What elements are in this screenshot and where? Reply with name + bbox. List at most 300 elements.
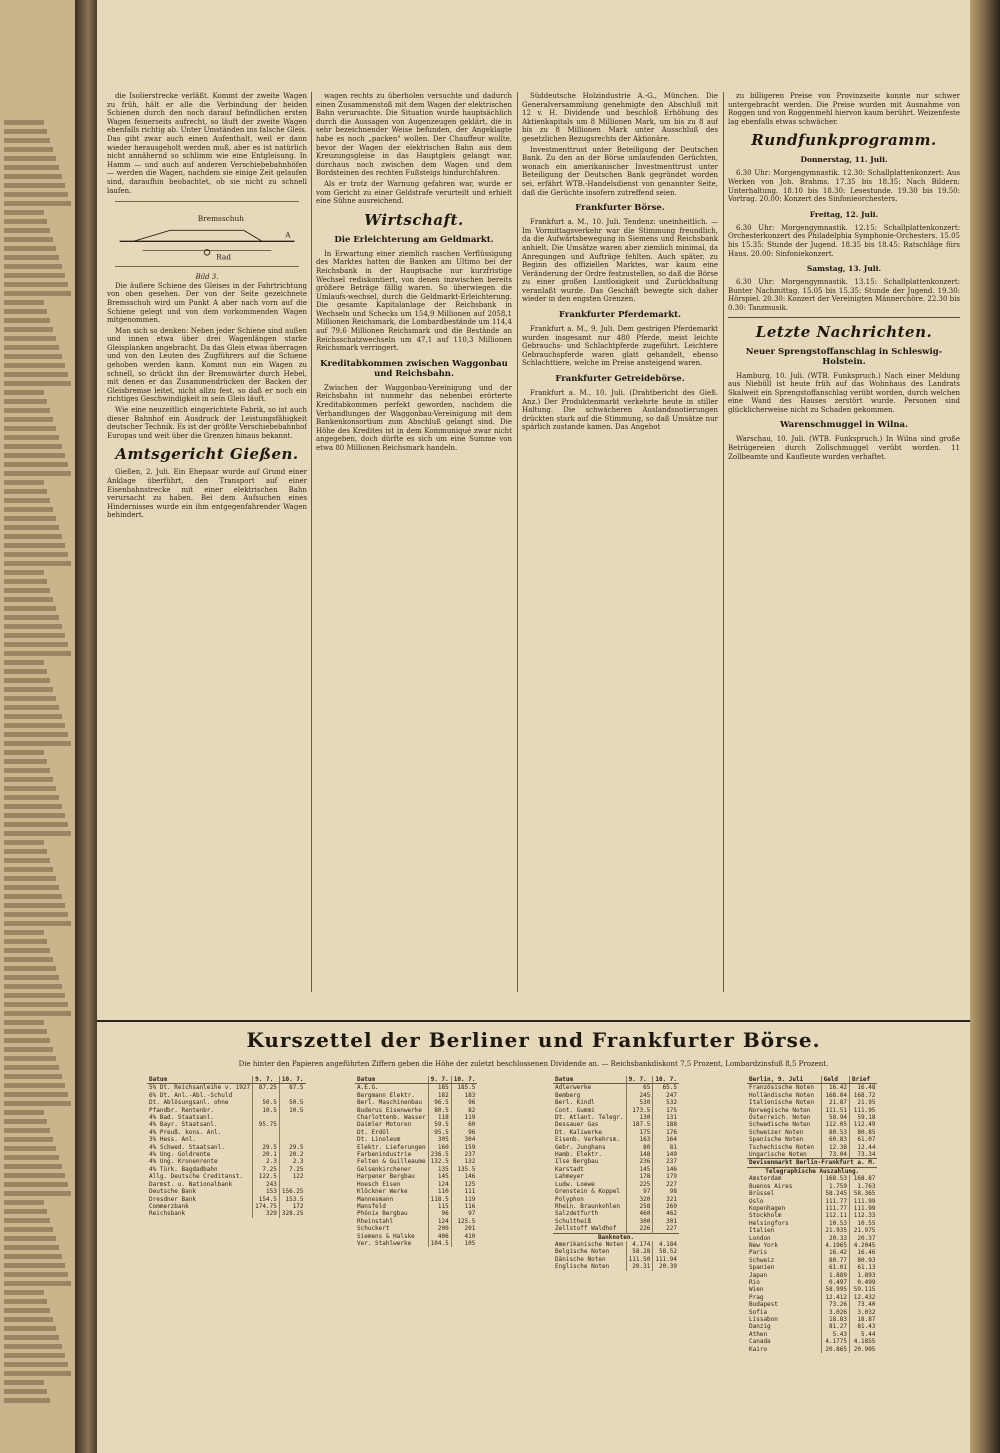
security-name: Buderus Eisenwerke xyxy=(357,1106,423,1114)
ghost-text-line xyxy=(4,516,56,521)
ghost-text-line xyxy=(4,498,50,503)
price-cell: 1.893 xyxy=(850,1272,878,1279)
price-cell: 50.5 xyxy=(279,1099,305,1106)
security-name: Klöckner Werke xyxy=(357,1188,408,1196)
price-cell: 7.25 xyxy=(253,1166,280,1173)
price-cell: 111.50 xyxy=(626,1256,653,1263)
radio-day: Samstag, 13. Juli. xyxy=(806,264,882,274)
security-name: Ilse Bergbau xyxy=(555,1158,599,1166)
ghost-text-line xyxy=(4,507,53,512)
price-cell: 227 xyxy=(653,1181,679,1188)
ghost-text-line xyxy=(4,876,56,881)
ghost-text-line xyxy=(4,444,62,449)
ghost-text-line xyxy=(4,606,56,611)
price-cell xyxy=(279,1181,305,1188)
table-row xyxy=(747,1309,877,1316)
price-cell: 154.5 xyxy=(253,1196,280,1203)
ghost-text-line xyxy=(4,1092,68,1097)
price-cell: 111.77 xyxy=(821,1198,849,1205)
table-row xyxy=(355,1099,477,1106)
price-cell: 168.53 xyxy=(821,1175,849,1182)
price-cell: 29.5 xyxy=(253,1144,280,1151)
price-cell: 4.184 xyxy=(653,1241,679,1248)
ghost-text-line xyxy=(4,1272,68,1277)
table-row xyxy=(553,1114,679,1121)
price-cell: 187.5 xyxy=(626,1121,653,1128)
price-cell: 73.34 xyxy=(850,1151,878,1159)
ghost-text-line xyxy=(4,237,53,242)
price-cell: 4.1965 xyxy=(821,1242,849,1249)
security-name: Charlottenb. Wasser xyxy=(357,1114,426,1122)
price-cell: 3.026 xyxy=(821,1309,849,1316)
security-name: Ver. Stahlwerke xyxy=(357,1239,412,1247)
ghost-text-line xyxy=(4,903,65,908)
ghost-text-line xyxy=(4,732,68,737)
ghost-text-line xyxy=(4,273,65,278)
price-cell: 201 xyxy=(451,1225,477,1232)
article-text: Investmenttrust unter Beteiligung der Deutschen Bank. Zu den an der Börse umlaufenden Gerüchten, wonach ein amerikanischer Investmenttrust unter Beteiligung der Deutschen Bank gegründet worden sei, erfährt WTB.-Handelsdienst von genannter Seite, daß die Gerüchte insofern zutreffend seien. xyxy=(522,145,718,197)
table-row xyxy=(747,1144,877,1151)
ghost-text-line xyxy=(4,327,53,332)
table-row xyxy=(355,1181,477,1188)
table-row xyxy=(355,1107,477,1114)
price-cell: 58.94 xyxy=(821,1114,849,1121)
security-name: Dt. Ablösungsanl. ohne xyxy=(149,1099,229,1107)
article-text: Frankfurt a. M., 10. Juli. (Drahtbericht des Gieß. Anz.) Der Produktenmarkt verkehrte heute in stiller Haltung. Die schwächeren Auslandsnotierungen drückten stark auf die Stimmung, so daß Umsätze nur spärlich zustande kamen. Das Angebot xyxy=(522,389,718,432)
table-row xyxy=(553,1225,679,1233)
ghost-text-line xyxy=(4,570,44,575)
ghost-text-line xyxy=(4,219,47,224)
security-name: Tschechische Noten xyxy=(749,1143,815,1151)
article-text: wagen rechts zu überholen versuchte und dadurch einen Zusammenstoß mit dem Wagen der elektrischen Bahn verursachte. Die Situation wurde hauptsächlich durch die Aussagen von Augenzeugen geklärt, die in sehr bezeichnender Weise befunden, der Angeklagte habe es noch „packen" wollen. Der Chauffeur wollte, bevor der Wagen der elektrischen Bahn aus dem Kreuzungsgleise in das Hauptgleis gelangt war, durchaus noch zwischen dem Wagen und dem Bordsteinen des rechten Fußsteigs hindurchfahren. xyxy=(316,92,512,178)
security-name: Hamb. Elektr. xyxy=(555,1151,602,1159)
ghost-text-line xyxy=(4,1236,56,1241)
price-cell: 87.5 xyxy=(279,1084,305,1092)
ghost-text-line xyxy=(4,579,47,584)
ghost-text-line xyxy=(4,858,50,863)
price-cell: 304 xyxy=(451,1136,477,1143)
price-cell: 153 xyxy=(253,1188,280,1195)
table-row xyxy=(553,1263,679,1270)
ghost-text-line xyxy=(4,714,62,719)
ghost-text-line xyxy=(4,930,44,935)
price-cell: 21.935 xyxy=(821,1227,849,1234)
price-cell: 148 xyxy=(626,1151,653,1158)
table-row xyxy=(553,1136,679,1143)
price-cell xyxy=(253,1136,280,1143)
board-rule xyxy=(97,1020,970,1022)
price-cell: 135 xyxy=(428,1166,451,1173)
ghost-text-line xyxy=(4,1200,44,1205)
table-row xyxy=(355,1218,477,1225)
table-row xyxy=(747,1212,877,1219)
article-text: Man sich so denken: Neben jeder Schiene sind außen und innen etwa über drei Wagenlängen starke Gleisplanken angebracht. Da das Gleis etwas überragen und von den Leuten des Zugführers auf die Schiene gehoben werden kann. Kommt nun ein Wagen zu schnell, so drückt ihn der Bremswärter durch Hebel, mit denen er das Zusammendrücken der Backen der Gleisbremse leitet, nicht allzu fest, so daß er noch ein richtiges Geschwindigkeit in sein Gleis läuft. xyxy=(107,326,307,404)
table-row xyxy=(147,1196,306,1203)
price-cell: 2.3 xyxy=(253,1158,280,1165)
price-cell: 7.25 xyxy=(279,1166,305,1173)
ghost-text-line xyxy=(4,840,44,845)
table-row xyxy=(747,1099,877,1106)
price-cell: 1.763 xyxy=(850,1183,878,1190)
price-cell xyxy=(279,1136,305,1143)
price-cell: 300 xyxy=(626,1218,653,1225)
table-row xyxy=(553,1084,679,1092)
table-row xyxy=(747,1136,877,1143)
adjacent-page-edge xyxy=(0,0,78,1453)
ghost-text-line xyxy=(4,1254,62,1259)
table-row xyxy=(355,1092,477,1099)
price-cell: 532 xyxy=(653,1099,679,1106)
table-row xyxy=(747,1107,877,1114)
price-cell: 10.5 xyxy=(253,1107,280,1114)
table-row xyxy=(355,1114,477,1121)
ghost-text-line xyxy=(4,966,56,971)
ghost-text-line xyxy=(4,534,62,539)
credit-subheading: Kreditabkommen zwischen Waggonbau und Reichsbahn. xyxy=(320,358,508,379)
ghost-text-line xyxy=(4,1056,56,1061)
price-cell: 236 xyxy=(626,1158,653,1165)
ghost-text-line xyxy=(4,1074,62,1079)
price-cell: 21.975 xyxy=(850,1227,878,1234)
table-row xyxy=(553,1210,679,1217)
ghost-text-line xyxy=(4,1308,50,1313)
ghost-text-line xyxy=(4,282,68,287)
col-header: 9. 7. xyxy=(626,1076,653,1084)
column-divider xyxy=(517,92,518,992)
table-row xyxy=(747,1249,877,1256)
frankfurt-boerse-heading: Frankfurter Börse. xyxy=(575,203,665,214)
security-name: Allg. Deutsche Creditanst. xyxy=(149,1173,243,1181)
ghost-text-line xyxy=(4,408,50,413)
security-name: Dessauer Gas xyxy=(555,1121,599,1129)
table-row xyxy=(355,1233,477,1240)
article-text: Zwischen der Waggonbau-Vereinigung und der Reichsbahn ist nunmehr das nebenbei erörterte Kreditabkommen perfekt geworden, nachdem die Verhandlungen der Waggonbau-Vereinigung mit dem Bankenkonsortium zum Abschluß gelangt sind. Die Höhe des Kredites ist in dem Kommuniqué zwar nicht angegeben, doch dürfte es sich um eine Summe von etwa 80 Millionen Reichsmark handeln. xyxy=(316,383,512,452)
security-name: Elektr. Lieferungen xyxy=(357,1143,426,1151)
table-row xyxy=(355,1158,477,1165)
article-text: Hamburg, 10. Juli. (WTB. Funkspruch.) Nach einer Meldung aus Niebüll ist heute früh auf das Wohnhaus des Landrats Skalweit ein Sprengstoffanschlag verübt worden, durch welchen eine Wand des Hauses zerstört wurde. Personen sind glücklicherweise nicht zu Schaden gekommen. xyxy=(728,371,960,414)
price-cell: 61.01 xyxy=(821,1264,849,1271)
ghost-text-line xyxy=(4,831,71,836)
radio-heading: Rundfunkprogramm. xyxy=(751,131,937,150)
price-cell: 20.37 xyxy=(850,1235,878,1242)
ghost-text-line xyxy=(4,1218,50,1223)
price-cell: 10.53 xyxy=(821,1220,849,1227)
security-name: Polyphon xyxy=(555,1195,584,1203)
ghost-text-line xyxy=(4,849,47,854)
table-row xyxy=(355,1225,477,1232)
table-row xyxy=(553,1121,679,1128)
price-cell: 111.99 xyxy=(850,1205,878,1212)
ghost-text-line xyxy=(4,633,65,638)
security-name: Rio xyxy=(749,1278,760,1286)
price-cell: 58.28 xyxy=(626,1248,653,1255)
table-row xyxy=(747,1301,877,1308)
table-row xyxy=(747,1323,877,1330)
ghost-text-line xyxy=(4,381,71,386)
ghost-text-line xyxy=(4,480,44,485)
ghost-text-line xyxy=(4,1362,68,1367)
table-row xyxy=(747,1190,877,1197)
price-cell: 112.05 xyxy=(821,1121,849,1128)
price-cell: 146 xyxy=(451,1173,477,1180)
price-cell: 20.1 xyxy=(253,1151,280,1158)
price-cell: 59.5 xyxy=(428,1121,451,1128)
security-name: New York xyxy=(749,1241,778,1249)
ghost-text-line xyxy=(4,867,53,872)
security-name: Schuckert xyxy=(357,1225,390,1233)
stock-table-3 xyxy=(553,1076,743,1271)
column-1 xyxy=(107,92,307,1012)
table-row xyxy=(355,1203,477,1210)
price-cell: 21.87 xyxy=(821,1099,849,1106)
security-name: Schweizer Noten xyxy=(749,1128,804,1136)
table-row xyxy=(147,1203,306,1210)
price-cell: 258 xyxy=(626,1203,653,1210)
ghost-text-line xyxy=(4,147,53,152)
security-name: Dt. Atlant. Telegr. xyxy=(555,1114,624,1122)
table-row xyxy=(147,1129,306,1136)
security-name: 4% Ung. Goldrente xyxy=(149,1151,211,1159)
ghost-text-line xyxy=(4,993,65,998)
ghost-text-line xyxy=(4,372,68,377)
ghost-text-line xyxy=(4,552,68,557)
ghost-text-line xyxy=(4,561,71,566)
ghost-text-line xyxy=(4,1137,53,1142)
security-name: Eisenb. Verkehrsm. xyxy=(555,1136,621,1144)
article-text: In Erwartung einer ziemlich raschen Verflüssigung des Marktes hatten die Banken am Ultimo bei der Reichsbank in der Hauptsache nur kurzfristige Wechsel rediskontiert, von denen inzwischen bereits größere Beträge fällig waren. So überwiegen die Umlaufs-wechsel, durch die Geldmarkt-Erleichterung. Die gesamte Kapitalanlage der Reichsbank in Wechseln und Schecks um 154,9 Millionen auf 2058,1 Millionen Reichsmark, die Lombardbestände um 114,4 auf 79,6 Millionen Reichsmark und die Bestände an Reichsschatzwechseln um 47,1 auf 110,3 Millionen Reichsmark verringert. xyxy=(316,249,512,353)
price-cell: 4.2045 xyxy=(850,1242,878,1249)
ghost-text-line xyxy=(4,1101,71,1106)
price-cell: 410 xyxy=(451,1233,477,1240)
security-name: Commerzbank xyxy=(149,1202,189,1210)
ghost-text-line xyxy=(4,1353,65,1358)
ghost-text-line xyxy=(4,741,71,746)
price-cell: 173.5 xyxy=(626,1107,653,1114)
ghost-text-line xyxy=(4,624,62,629)
table-row xyxy=(147,1121,306,1128)
security-name: 5% Dt. Reichsanleihe v. 1927 xyxy=(149,1084,251,1092)
security-name: Prag xyxy=(749,1293,764,1301)
price-cell: 124 xyxy=(428,1218,451,1225)
security-name: Athen xyxy=(749,1330,768,1338)
ghost-text-line xyxy=(4,228,50,233)
price-cell: 329 xyxy=(253,1210,280,1217)
col-header: 10. 7. xyxy=(451,1076,477,1084)
stock-table-4 xyxy=(747,1076,962,1353)
table-row xyxy=(355,1136,477,1143)
ghost-text-line xyxy=(4,1083,65,1088)
price-cell: 179 xyxy=(653,1173,679,1180)
security-name: Österreich. Noten xyxy=(749,1114,811,1122)
table-row xyxy=(355,1166,477,1173)
column-3 xyxy=(522,92,718,1012)
ghost-text-line xyxy=(4,426,56,431)
table-row xyxy=(747,1264,877,1271)
security-name: Dt. Erdöl xyxy=(357,1128,390,1136)
ghost-text-line xyxy=(4,705,59,710)
ghost-text-line xyxy=(4,1011,71,1016)
price-cell: 95.75 xyxy=(253,1121,280,1128)
price-cell: 227 xyxy=(653,1225,679,1233)
table-row xyxy=(553,1151,679,1158)
ghost-text-line xyxy=(4,120,44,125)
table-row xyxy=(147,1158,306,1165)
security-name: 4% Schwed. Staatsanl. xyxy=(149,1143,225,1151)
price-cell: 119 xyxy=(451,1196,477,1203)
price-cell: 111.51 xyxy=(821,1107,849,1114)
table-row xyxy=(747,1286,877,1293)
price-cell: 301 xyxy=(653,1218,679,1225)
ghost-text-line xyxy=(4,1299,47,1304)
page-stack-edge xyxy=(970,0,1000,1453)
price-cell: 236.5 xyxy=(428,1151,451,1158)
news-subheading: Neuer Sprengstoffanschlag in Schleswig-Holstein. xyxy=(745,346,943,367)
price-cell: 20.905 xyxy=(850,1346,878,1353)
article-text: Gießen, 2. Juli. Ein Ehepaar wurde auf Grund einer Anklage überführt, den Transport auf einer Eisenbahnstrecke mit einer elektrischen Bahn verursacht zu haben. Bei dem Aufsuchen eines Hindernisses wurde ein ihm entgegenfahrender Wagen behindert. xyxy=(107,468,307,520)
table-row xyxy=(147,1210,306,1217)
col-header: Berlin, 9. Juli xyxy=(747,1076,821,1084)
price-cell: 58.245 xyxy=(821,1190,849,1197)
table-row xyxy=(355,1144,477,1151)
table-row xyxy=(747,1121,877,1128)
security-name: Zellstoff Waldhof xyxy=(555,1225,617,1233)
price-cell: 131 xyxy=(653,1114,679,1121)
price-cell: 20.865 xyxy=(821,1346,849,1353)
price-cell: 87.25 xyxy=(253,1084,280,1092)
grain-heading: Frankfurter Getreidebörse. xyxy=(555,374,685,385)
table-row xyxy=(747,1279,877,1286)
ghost-text-line xyxy=(4,975,59,980)
price-cell: 247 xyxy=(653,1092,679,1099)
table-row xyxy=(147,1107,306,1114)
table-row xyxy=(553,1188,679,1195)
column-4 xyxy=(728,92,960,1012)
security-name: London xyxy=(749,1234,771,1242)
price-cell: 60 xyxy=(451,1121,477,1128)
ghost-text-line xyxy=(4,291,71,296)
price-cell: 59.18 xyxy=(850,1114,878,1121)
ghost-text-line xyxy=(4,1110,44,1115)
table-row xyxy=(747,1205,877,1212)
price-cell: 168.72 xyxy=(850,1092,878,1099)
price-cell: 135.5 xyxy=(451,1166,477,1173)
ghost-text-line xyxy=(4,1317,53,1322)
article-text: die Isolierstrecke verläßt. Kommt der zweite Wagen zu früh, hält er alle die Verbindung der beiden Schienen durch den noch darauf befindlichen ersten Wagen feinerseits aufrecht, so läuft der zweite Wagen ebenfalls richtig ab. Unter Umständen ins falsche Gleis. Das gibt zwar auch einen Aufenthalt, weil er dann wieder herausgeholt werden muß, aber es ist natürlich nicht annähernd so schlimm wie eine Entgleisung. In Hamm — und auch auf anderen Verschiebebahnhöfen — werden die Wagen, nachdem sie einige Zeit gelaufen sind, daraufhin beobachtet, ob sie nicht zu schnell laufen. xyxy=(107,92,307,195)
ghost-text-line xyxy=(4,786,56,791)
news-subheading: Warenschmuggel in Wilna. xyxy=(779,420,909,431)
ghost-text-line xyxy=(4,1326,56,1331)
price-cell: 237 xyxy=(451,1151,477,1158)
col-header: Datum xyxy=(147,1076,253,1084)
ghost-text-line xyxy=(4,813,65,818)
price-cell: 0.499 xyxy=(850,1279,878,1286)
price-cell: 406 xyxy=(428,1233,451,1240)
price-cell: 4.174 xyxy=(626,1241,653,1248)
table-row xyxy=(747,1294,877,1301)
table-row xyxy=(747,1220,877,1227)
price-cell: 58.52 xyxy=(653,1248,679,1255)
price-cell: 149 xyxy=(653,1151,679,1158)
ghost-text-line xyxy=(4,1263,65,1268)
article-text: Frankfurt a. M., 10. Juli. Tendenz: uneinheitlich. — Im Vormittagsverkehr war die Stimmung freundlich, da die Aufwärtsbewegung in Siemens und Reichsbank anhielt. Die Umsätze waren aber ziemlich minimal, da Anregungen und Aufträge fehlten. Auch später, zu Beginn des offiziellen Marktes, war kaum eine Veränderung der Ordre festzustellen, so daß die Börse zu einer großen Lustlosigkeit und Zurückhaltung veranlaßt wurde. Das Geschäft bewegte sich daher wieder in den engsten Grenzen. xyxy=(522,218,718,304)
price-cell: 168.87 xyxy=(850,1175,878,1182)
security-name: Hoesch Eisen xyxy=(357,1180,401,1188)
ghost-text-line xyxy=(4,300,44,305)
price-cell: 112.11 xyxy=(821,1212,849,1219)
price-cell: 0.497 xyxy=(821,1279,849,1286)
price-cell: 80.53 xyxy=(821,1129,849,1136)
price-cell: 237 xyxy=(653,1158,679,1165)
ghost-text-line xyxy=(4,345,59,350)
security-name: 4% Bad. Staatsanl. xyxy=(149,1114,215,1122)
price-cell: 118 xyxy=(428,1114,451,1121)
price-cell: 80.93 xyxy=(850,1257,878,1264)
price-cell: 328.25 xyxy=(279,1210,305,1217)
table-row xyxy=(747,1235,877,1242)
ghost-text-line xyxy=(4,1164,62,1169)
price-cell: 164 xyxy=(653,1136,679,1143)
security-name: Dresdner Bank xyxy=(149,1195,196,1203)
ghost-text-line xyxy=(4,1344,62,1349)
table-row xyxy=(747,1257,877,1264)
security-name: Dt. Linoleum xyxy=(357,1136,401,1144)
price-cell: 183 xyxy=(451,1092,477,1099)
price-cell xyxy=(253,1092,280,1099)
security-name: Rhein. Braunkohlen xyxy=(555,1202,621,1210)
ghost-text-line xyxy=(4,192,68,197)
security-name: Italienische Noten xyxy=(749,1099,815,1107)
ghost-text-line xyxy=(4,795,59,800)
figure-caption: Bild 3. xyxy=(195,273,219,282)
ghost-text-line xyxy=(4,777,53,782)
table-row xyxy=(747,1227,877,1234)
price-cell: 110 xyxy=(428,1188,451,1195)
ghost-text-line xyxy=(4,984,62,989)
table-row xyxy=(355,1173,477,1180)
security-name: Bemberg xyxy=(555,1091,581,1099)
price-cell: 20.2 xyxy=(279,1151,305,1158)
price-cell: 226 xyxy=(626,1225,653,1233)
price-cell: 111.99 xyxy=(850,1198,878,1205)
price-cell: 73.04 xyxy=(821,1151,849,1159)
price-cell: 20.39 xyxy=(653,1263,679,1270)
price-cell: 58.995 xyxy=(821,1286,849,1293)
security-name: Karstadt xyxy=(555,1165,584,1173)
ghost-text-line xyxy=(4,687,53,692)
price-cell: 97 xyxy=(626,1188,653,1195)
price-cell: 104.5 xyxy=(428,1240,451,1247)
price-cell: 124 xyxy=(428,1181,451,1188)
ghost-text-line xyxy=(4,354,62,359)
table-row xyxy=(355,1240,477,1247)
security-name: 3% Hess. Anl. xyxy=(149,1136,196,1144)
section-rule xyxy=(728,317,960,318)
security-name: 4% Preuß. kons. Anl. xyxy=(149,1128,222,1136)
table-row xyxy=(747,1151,877,1159)
table-row xyxy=(553,1158,679,1165)
price-cell: 112.33 xyxy=(850,1212,878,1219)
ghost-text-line xyxy=(4,129,47,134)
price-cell: 122.5 xyxy=(253,1173,280,1180)
col-header: Geld xyxy=(821,1076,849,1084)
table-row xyxy=(355,1196,477,1203)
ghost-text-line xyxy=(4,597,53,602)
ghost-text-line xyxy=(4,138,50,143)
ghost-text-line xyxy=(4,390,44,395)
security-name: Japan xyxy=(749,1271,768,1279)
ghost-text-line xyxy=(4,1065,59,1070)
price-cell: 10.55 xyxy=(850,1220,878,1227)
